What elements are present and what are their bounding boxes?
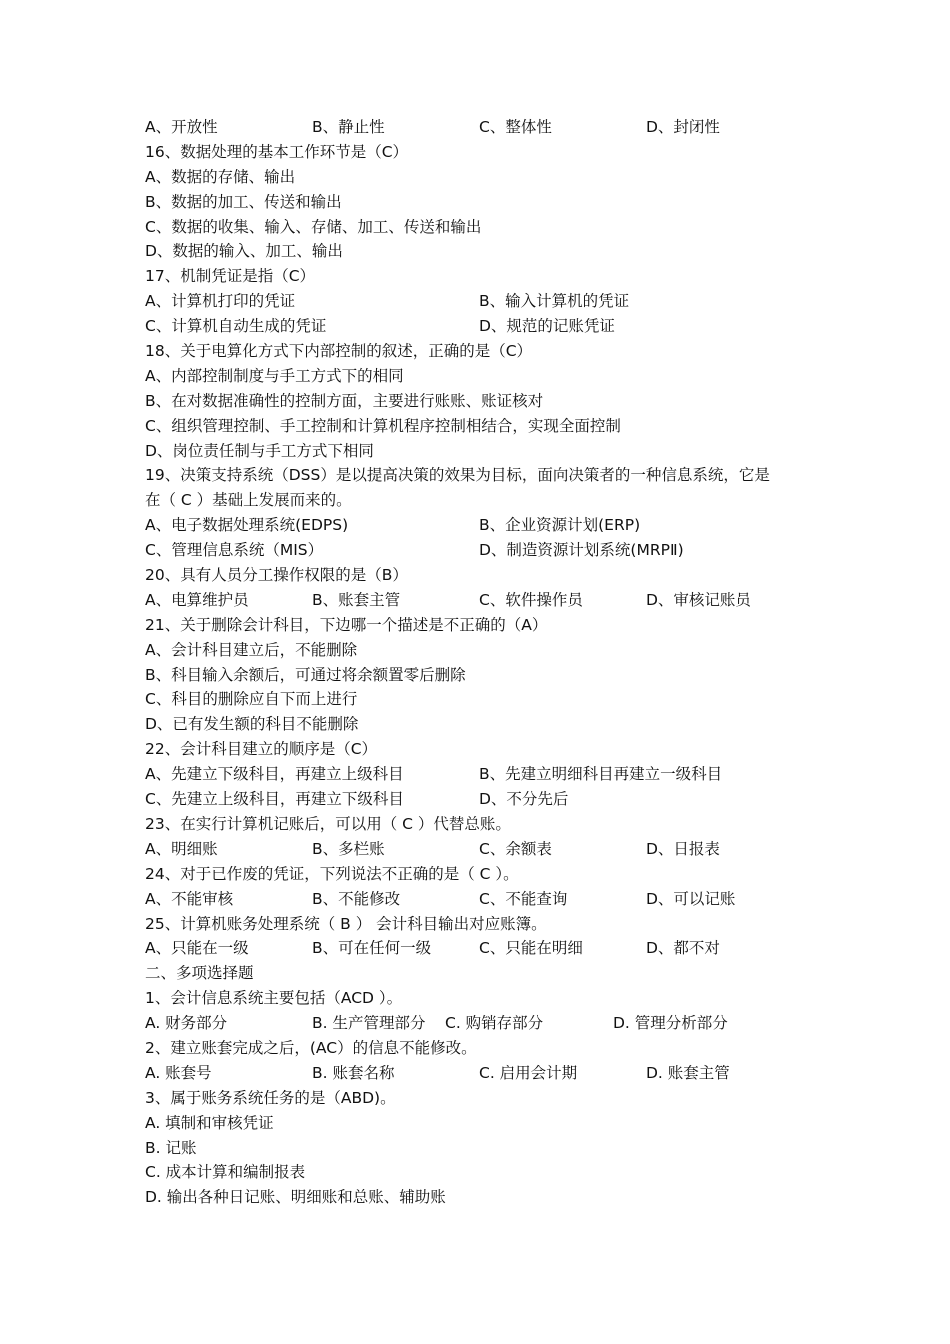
- option-item: B、静止性: [312, 118, 385, 136]
- text-line: A、会计科目建立后，不能删除: [145, 640, 358, 659]
- text-line: 21、关于删除会计科目，下边哪一个描述是不正确的（A）: [145, 615, 548, 634]
- text-line: 24、对于已作废的凭证，下列说法不正确的是（ C ）。: [145, 864, 519, 883]
- option-row: [145, 762, 825, 787]
- text-line: C、科目的删除应自下而上进行: [145, 690, 358, 709]
- option-item: C、管理信息系统（MIS）: [145, 541, 324, 560]
- option-row: [145, 887, 825, 912]
- option-item: B、账套主管: [312, 590, 401, 609]
- option-row: [145, 289, 825, 314]
- option-row: [145, 588, 825, 613]
- option-item: C、先建立上级科目，再建立下级科目: [145, 790, 404, 809]
- option-item: C、余额表: [479, 839, 552, 858]
- text-line: C、数据的收集、输入、存储、加工、传送和输出: [145, 217, 482, 236]
- option-item: A、先建立下级科目，再建立上级科目: [145, 765, 404, 784]
- option-row: [145, 837, 825, 862]
- option-item: B、输入计算机的凭证: [479, 292, 630, 311]
- text-line: A、内部控制制度与手工方式下的相同: [145, 366, 404, 385]
- text-line: 20、具有人员分工操作权限的是（B）: [145, 566, 408, 585]
- text-line: D、数据的输入、加工、输出: [145, 242, 343, 261]
- option-item: C、计算机自动生成的凭证: [145, 317, 327, 336]
- option-row: [145, 115, 825, 140]
- text-line: 17、机制凭证是指（C）: [145, 267, 316, 286]
- text-line: B、在对数据准确性的控制方面，主要进行账账、账证核对: [145, 391, 544, 410]
- option-item: C. 启用会计期: [479, 1063, 578, 1082]
- text-line: 18、关于电算化方式下内部控制的叙述，正确的是（C）: [145, 342, 533, 361]
- option-item: D、制造资源计划系统(MRPⅡ): [479, 541, 684, 560]
- option-item: A. 财务部分: [145, 1014, 228, 1033]
- option-item: C、软件操作员: [479, 590, 583, 609]
- option-item: A、开放性: [145, 118, 218, 136]
- text-line: 22、会计科目建立的顺序是（C）: [145, 740, 378, 759]
- option-item: D、不分先后: [479, 790, 569, 809]
- text-line: B. 记账: [145, 1138, 197, 1157]
- option-item: B、可在任何一级: [312, 939, 432, 958]
- text-line: 19、决策支持系统（DSS）是以提高决策的效果为目标，面向决策者的一种信息系统，它是: [145, 466, 770, 485]
- text-line: 二、多项选择题: [145, 964, 254, 983]
- option-item: B、企业资源计划(ERP): [479, 516, 641, 535]
- document-body: [145, 115, 825, 1210]
- text-line: B、数据的加工、传送和输出: [145, 192, 342, 211]
- option-item: B、不能修改: [312, 889, 401, 908]
- text-line: 在（ C ）基础上发展而来的。: [145, 491, 352, 510]
- option-item: A、电算维护员: [145, 590, 249, 609]
- option-item: B. 账套名称: [312, 1063, 395, 1082]
- text-line: 25、计算机账务处理系统（ B ） 会计科目输出对应账簿。: [145, 914, 547, 933]
- option-item: A、计算机打印的凭证: [145, 292, 296, 311]
- option-row: [145, 1061, 825, 1086]
- text-line: C、组织管理控制、手工控制和计算机程序控制相结合，实现全面控制: [145, 416, 621, 435]
- option-item: C、只能在明细: [479, 939, 583, 958]
- option-row: [145, 787, 825, 812]
- option-row: [145, 513, 825, 538]
- text-line: 1、会计信息系统主要包括（ACD ）。: [145, 989, 403, 1008]
- option-row: [145, 538, 825, 563]
- option-item: D、都不对: [646, 939, 720, 958]
- option-item: C. 购销存部分: [445, 1014, 544, 1033]
- text-line: A. 填制和审核凭证: [145, 1113, 274, 1132]
- option-item: D、可以记账: [646, 889, 736, 908]
- option-item: D. 管理分析部分: [613, 1014, 728, 1033]
- text-line: A、数据的存储、输出: [145, 167, 296, 186]
- option-row: [145, 1011, 825, 1036]
- option-item: A. 账套号: [145, 1063, 212, 1082]
- text-line: D、已有发生额的科目不能删除: [145, 715, 359, 734]
- text-line: 23、在实行计算机记账后，可以用（ C ）代替总账。: [145, 814, 511, 833]
- text-line: B、科目输入余额后，可通过将余额置零后删除: [145, 665, 466, 684]
- text-line: 2、建立账套完成之后，(AC）的信息不能修改。: [145, 1038, 477, 1057]
- option-item: A、电子数据处理系统(EDPS): [145, 516, 349, 535]
- text-line: D、岗位责任制与手工方式下相同: [145, 441, 374, 460]
- option-item: D、审核记账员: [646, 590, 751, 609]
- text-line: C. 成本计算和编制报表: [145, 1163, 306, 1182]
- option-item: A、只能在一级: [145, 939, 249, 958]
- option-item: B、先建立明细科目再建立一级科目: [479, 765, 723, 784]
- option-item: D、封闭性: [646, 118, 720, 136]
- text-line: D. 输出各种日记账、明细账和总账、辅助账: [145, 1188, 446, 1207]
- option-item: D、规范的记账凭证: [479, 317, 615, 336]
- option-item: A、明细账: [145, 839, 218, 858]
- option-item: D. 账套主管: [646, 1063, 730, 1082]
- text-line: 3、属于账务系统任务的是（ABD)。: [145, 1088, 396, 1107]
- option-item: D、日报表: [646, 839, 720, 858]
- option-item: B、多栏账: [312, 839, 385, 858]
- text-line: 16、数据处理的基本工作环节是（C）: [145, 142, 409, 161]
- option-item: B. 生产管理部分: [312, 1014, 426, 1033]
- option-item: C、不能查询: [479, 889, 568, 908]
- option-row: [145, 936, 825, 961]
- option-item: C、整体性: [479, 118, 552, 136]
- option-row: [145, 314, 825, 339]
- option-item: A、不能审核: [145, 889, 234, 908]
